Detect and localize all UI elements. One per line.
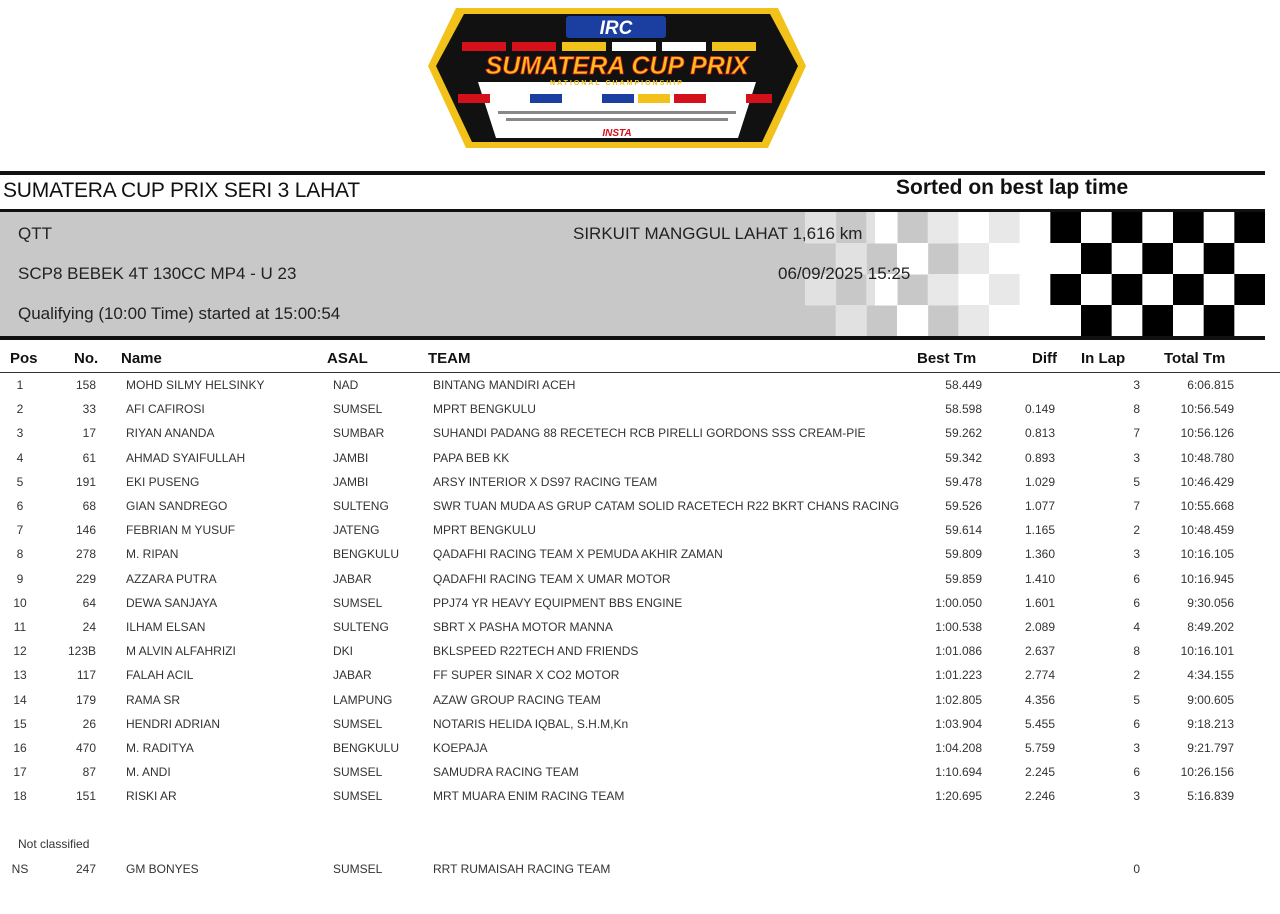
- cell-lap: 3: [1133, 450, 1140, 465]
- cell-best: 59.809: [945, 547, 982, 562]
- session-code: QTT: [18, 224, 52, 243]
- cell-asal: SULTENG: [333, 499, 389, 513]
- cell-no: 247: [75, 862, 96, 876]
- cell-pos: 8: [16, 547, 24, 562]
- cell-asal: DKI: [333, 644, 354, 659]
- flag-square: [1050, 305, 1081, 336]
- cell-total: 4:34.155: [1187, 668, 1234, 683]
- cell-team: MRT MUARA ENIM RACING TEAM: [433, 789, 625, 804]
- cell-best: 1:02.805: [935, 692, 982, 707]
- flag-square: [989, 274, 1020, 306]
- cell-total: 10:48.780: [1180, 450, 1234, 465]
- cell-pos: 15: [13, 716, 27, 731]
- flag-square: [1234, 274, 1265, 306]
- cell-best: 1:20.695: [935, 789, 982, 804]
- cell-name: M. RIPAN: [126, 547, 179, 562]
- table-row: [0, 717, 1280, 741]
- table-row: [0, 789, 1280, 813]
- cell-best: 58.598: [945, 402, 982, 417]
- flag-square: [1142, 243, 1173, 275]
- flag-square: [1234, 243, 1265, 275]
- cell-team: ARSY INTERIOR X DS97 RACING TEAM: [433, 474, 658, 489]
- cell-diff: 0.149: [1024, 402, 1055, 417]
- cell-no: 117: [76, 668, 96, 683]
- cell-team: QADAFHI RACING TEAM X PEMUDA AKHIR ZAMAN: [433, 547, 723, 562]
- session-info-box: [0, 212, 1265, 336]
- flag-square: [1050, 243, 1081, 275]
- cell-no: 151: [75, 789, 96, 804]
- flag-square: [958, 243, 989, 275]
- cell-pos: 1: [16, 378, 24, 392]
- table-row: [0, 596, 1280, 620]
- cell-no: 470: [75, 741, 96, 755]
- table-row: [0, 547, 1280, 571]
- flag-square: [1173, 305, 1204, 336]
- sort-note: Sorted on best lap time: [896, 176, 1129, 199]
- cell-asal: JAMBI: [333, 474, 369, 489]
- cell-lap: 4: [1133, 620, 1140, 634]
- cell-asal: JABAR: [333, 571, 372, 586]
- cell-pos: 6: [16, 499, 24, 513]
- cell-best: 59.478: [945, 474, 982, 489]
- cell-lap: 5: [1133, 474, 1140, 489]
- championship-logo: [428, 8, 806, 148]
- flag-square: [1173, 274, 1204, 306]
- table-row: [0, 862, 1280, 886]
- cell-diff: 2.246: [1024, 789, 1055, 804]
- cell-asal: BENGKULU: [333, 741, 400, 755]
- cell-lap: 2: [1133, 668, 1140, 683]
- cell-no: 158: [75, 378, 96, 392]
- cell-pos: 7: [16, 523, 24, 538]
- cell-diff: 2.245: [1024, 765, 1055, 780]
- cell-pos: 14: [13, 692, 27, 707]
- cell-name: M. ANDI: [126, 765, 171, 780]
- cell-best: 1:03.904: [935, 716, 982, 731]
- flag-square: [1142, 305, 1173, 336]
- table-row: [0, 402, 1280, 426]
- flag-square: [989, 212, 1020, 244]
- cell-team: SAMUDRA RACING TEAM: [433, 765, 579, 780]
- cell-lap: 6: [1133, 571, 1140, 586]
- cell-name: RAMA SR: [126, 692, 181, 707]
- cell-diff: 5.455: [1024, 716, 1055, 731]
- cell-total: 9:30.056: [1187, 595, 1234, 610]
- cell-total: 10:16.945: [1180, 571, 1234, 586]
- cell-best: 1:10.694: [935, 765, 982, 780]
- flag-square: [1173, 243, 1204, 275]
- cell-lap: 0: [1133, 862, 1140, 876]
- cell-diff: 1.360: [1024, 547, 1055, 562]
- cell-pos: 13: [13, 668, 27, 683]
- cell-name: HENDRI ADRIAN: [126, 716, 221, 731]
- flag-square: [1112, 243, 1143, 275]
- cell-no: 68: [82, 499, 96, 513]
- table-row: [0, 741, 1280, 765]
- cell-best: 59.614: [945, 523, 982, 538]
- col-header-pos: Pos: [10, 350, 38, 367]
- flag-square: [1142, 274, 1173, 306]
- cell-lap: 8: [1133, 644, 1140, 659]
- flag-square: [1204, 212, 1235, 244]
- cell-pos: 12: [13, 644, 27, 659]
- flag-square: [1050, 274, 1081, 306]
- cell-pos: 18: [13, 789, 27, 804]
- table-row: [0, 523, 1280, 547]
- cell-lap: 5: [1133, 692, 1140, 707]
- cell-diff: 5.759: [1024, 741, 1055, 755]
- cell-team: AZAW GROUP RACING TEAM: [433, 692, 601, 707]
- flag-square: [1173, 212, 1204, 244]
- flag-square: [1020, 212, 1051, 244]
- flag-square: [1204, 274, 1235, 306]
- cell-diff: 2.774: [1024, 668, 1055, 683]
- cell-team: RRT RUMAISAH RACING TEAM: [433, 862, 611, 876]
- cell-diff: 2.637: [1024, 644, 1055, 659]
- col-header-total-time: Total Tm: [1164, 350, 1226, 367]
- cell-no: 146: [75, 523, 96, 538]
- cell-lap: 3: [1133, 547, 1140, 562]
- cell-diff: 4.356: [1024, 692, 1055, 707]
- cell-no: 61: [82, 450, 96, 465]
- cell-no: 64: [82, 595, 96, 610]
- table-row: [0, 378, 1280, 402]
- table-row: [0, 426, 1280, 450]
- cell-total: 5:16.839: [1187, 789, 1234, 804]
- cell-total: 8:49.202: [1187, 620, 1234, 634]
- cell-no: 179: [75, 692, 96, 707]
- table-row: [0, 475, 1280, 499]
- cell-best: 58.449: [945, 378, 982, 392]
- cell-asal: SUMSEL: [333, 402, 383, 417]
- flag-square: [1112, 305, 1143, 336]
- cell-asal: SUMSEL: [333, 716, 383, 731]
- cell-no: 26: [82, 716, 96, 731]
- flag-square: [1020, 274, 1051, 306]
- cell-team: BINTANG MANDIRI ACEH: [433, 378, 576, 392]
- flag-square: [989, 243, 1020, 275]
- cell-pos: 3: [16, 426, 24, 441]
- cell-total: 9:21.797: [1187, 741, 1234, 755]
- cell-best: 1:00.538: [935, 620, 982, 634]
- event-title: SUMATERA CUP PRIX SERI 3 LAHAT: [3, 179, 360, 202]
- cell-pos: 17: [13, 765, 27, 780]
- cell-no: 278: [75, 547, 96, 562]
- cell-no: 33: [82, 402, 96, 417]
- cell-diff: 1.410: [1024, 571, 1055, 586]
- cell-lap: 7: [1133, 499, 1140, 513]
- cell-asal: JABAR: [333, 668, 372, 683]
- cell-best: 1:04.208: [935, 741, 982, 755]
- cell-lap: 2: [1133, 523, 1140, 538]
- table-row: [0, 644, 1280, 668]
- sponsor-strip-middle: [458, 94, 772, 103]
- cell-best: 59.262: [945, 426, 982, 441]
- cell-asal: SUMBAR: [333, 426, 385, 441]
- col-header-team: TEAM: [428, 350, 471, 367]
- cell-total: 9:00.605: [1187, 692, 1234, 707]
- cell-name: RISKI AR: [126, 789, 177, 804]
- cell-lap: 8: [1133, 402, 1140, 417]
- cell-name: DEWA SANJAYA: [126, 595, 218, 610]
- cell-asal: SUMSEL: [333, 789, 383, 804]
- flag-square: [897, 305, 928, 336]
- cell-lap: 6: [1133, 595, 1140, 610]
- cell-pos: 10: [13, 595, 27, 610]
- cell-team: FF SUPER SINAR X CO2 MOTOR: [433, 668, 620, 683]
- flag-square: [1204, 305, 1235, 336]
- cell-name: GIAN SANDREGO: [126, 499, 228, 513]
- header-top-rule: [0, 171, 1265, 175]
- flag-square: [928, 212, 959, 244]
- svg-text:NATIONAL CHAMPIONSHIP: NATIONAL CHAMPIONSHIP: [550, 80, 684, 87]
- svg-text:IRC: IRC: [599, 18, 633, 39]
- cell-team: SWR TUAN MUDA AS GRUP CATAM SOLID RACETECH R22 BKRT CHANS RACING: [433, 499, 900, 513]
- flag-square: [1020, 243, 1051, 275]
- cell-asal: BENGKULU: [333, 547, 400, 562]
- cell-no: 87: [82, 765, 96, 780]
- cell-asal: JAMBI: [333, 450, 369, 465]
- cell-name: FEBRIAN M YUSUF: [126, 523, 236, 538]
- cell-name: AHMAD SYAIFULLAH: [126, 450, 246, 465]
- race-class: SCP8 BEBEK 4T 130CC MP4 - U 23: [18, 264, 297, 283]
- cell-asal: NAD: [333, 378, 359, 392]
- cell-total: 10:16.101: [1180, 644, 1234, 659]
- cell-team: PAPA BEB KK: [433, 450, 510, 465]
- cell-diff: 1.077: [1024, 499, 1055, 513]
- table-row: [0, 499, 1280, 523]
- cell-diff: 2.089: [1024, 620, 1055, 634]
- flag-square: [1112, 274, 1143, 306]
- table-row: [0, 572, 1280, 596]
- cell-name: M. RADITYA: [126, 741, 194, 755]
- cell-team: SUHANDI PADANG 88 RECETECH RCB PIRELLI GORDONS SSS CREAM-PIE: [433, 426, 866, 441]
- cell-no: 24: [82, 620, 96, 634]
- flag-square: [958, 274, 989, 306]
- cell-lap: 6: [1133, 716, 1140, 731]
- svg-text:INSTA: INSTA: [602, 128, 632, 139]
- table-header-rule: [0, 372, 1280, 373]
- cell-pos: 2: [16, 402, 24, 417]
- cell-total: 6:06.815: [1187, 378, 1234, 392]
- cell-no: 123B: [67, 644, 96, 659]
- cell-total: 10:48.459: [1180, 523, 1234, 538]
- cell-asal: JATENG: [333, 523, 380, 538]
- cell-no: 229: [75, 571, 96, 586]
- cell-team: PPJ74 YR HEAVY EQUIPMENT BBS ENGINE: [433, 595, 683, 610]
- cell-team: MPRT BENGKULU: [433, 402, 536, 417]
- cell-asal: SUMSEL: [333, 595, 383, 610]
- table-row: [0, 693, 1280, 717]
- flag-square: [1081, 212, 1112, 244]
- cell-best: 1:01.223: [935, 668, 982, 683]
- cell-total: 10:26.156: [1180, 765, 1234, 780]
- cell-lap: 3: [1133, 741, 1140, 755]
- cell-total: 10:55.668: [1180, 499, 1234, 513]
- cell-diff: 1.029: [1024, 474, 1055, 489]
- cell-team: MPRT BENGKULU: [433, 523, 536, 538]
- col-header-name: Name: [121, 350, 162, 367]
- flag-square: [989, 305, 1020, 336]
- cell-name: AZZARA PUTRA: [126, 571, 217, 586]
- cell-asal: SUMSEL: [333, 765, 383, 780]
- header-bottom-rule: [0, 336, 1265, 340]
- flag-square: [1081, 274, 1112, 306]
- cell-name: ILHAM ELSAN: [126, 620, 206, 634]
- flag-square: [958, 305, 989, 336]
- cell-total: 10:56.549: [1180, 402, 1234, 417]
- svg-text:SUMATERA CUP PRIX: SUMATERA CUP PRIX: [485, 52, 749, 80]
- cell-pos: NS: [11, 862, 29, 876]
- flag-square: [1142, 212, 1173, 244]
- table-row: [0, 451, 1280, 475]
- cell-name: FALAH ACIL: [126, 668, 194, 683]
- cell-total: 10:56.126: [1180, 426, 1234, 441]
- cell-total: 10:16.105: [1180, 547, 1234, 562]
- table-row: [0, 620, 1280, 644]
- cell-diff: 0.893: [1024, 450, 1055, 465]
- cell-no: 191: [75, 474, 96, 489]
- cell-team: NOTARIS HELIDA IQBAL, S.H.M,Kn: [433, 716, 629, 731]
- table-row: [0, 765, 1280, 789]
- flag-square: [1050, 212, 1081, 244]
- cell-team: KOEPAJA: [433, 741, 488, 755]
- cell-lap: 6: [1133, 765, 1140, 780]
- table-row: [0, 668, 1280, 692]
- cell-pos: 16: [13, 741, 27, 755]
- cell-pos: 4: [16, 450, 24, 465]
- cell-team: QADAFHI RACING TEAM X UMAR MOTOR: [433, 571, 671, 586]
- cell-best: 59.342: [945, 450, 982, 465]
- col-header-in-lap: In Lap: [1081, 350, 1126, 367]
- flag-square: [928, 274, 959, 306]
- cell-pos: 11: [13, 620, 27, 634]
- col-header-diff: Diff: [1032, 350, 1057, 367]
- cell-name: RIYAN ANANDA: [126, 426, 215, 441]
- cell-no: 17: [82, 426, 96, 441]
- flag-square: [1020, 305, 1051, 336]
- cell-diff: 1.601: [1024, 595, 1055, 610]
- flag-square: [1204, 243, 1235, 275]
- cell-name: AFI CAFIROSI: [126, 402, 205, 417]
- cell-lap: 7: [1133, 426, 1140, 441]
- cell-best: 1:01.086: [935, 644, 982, 659]
- cell-total: 9:18.213: [1187, 716, 1234, 731]
- cell-pos: 9: [16, 571, 24, 586]
- cell-diff: 1.165: [1024, 523, 1055, 538]
- col-header-asal: ASAL: [327, 350, 368, 367]
- cell-asal: SUMSEL: [333, 862, 383, 876]
- cell-team: SBRT X PASHA MOTOR MANNA: [433, 620, 613, 634]
- session-description: Qualifying (10:00 Time) started at 15:00:54: [18, 304, 341, 323]
- cell-asal: SULTENG: [333, 620, 389, 634]
- circuit-name: SIRKUIT MANGGUL LAHAT 1,616 km: [573, 224, 863, 243]
- flag-square: [1081, 305, 1112, 336]
- cell-asal: LAMPUNG: [333, 692, 393, 707]
- flag-square: [958, 212, 989, 244]
- flag-square: [1234, 305, 1265, 336]
- flag-square: [1112, 212, 1143, 244]
- cell-name: MOHD SILMY HELSINKY: [126, 378, 265, 392]
- cell-best: 1:00.050: [935, 595, 982, 610]
- col-header-no: No.: [74, 350, 99, 367]
- cell-team: BKLSPEED R22TECH AND FRIENDS: [433, 644, 639, 659]
- flag-square: [1081, 243, 1112, 275]
- cell-best: 59.859: [945, 571, 982, 586]
- cell-pos: 5: [16, 474, 24, 489]
- cell-name: EKI PUSENG: [126, 474, 200, 489]
- cell-name: GM BONYES: [126, 862, 199, 876]
- col-header-best-time: Best Tm: [917, 350, 977, 367]
- flag-square: [1234, 212, 1265, 244]
- cell-best: 59.526: [945, 499, 982, 513]
- cell-name: M ALVIN ALFAHRIZI: [126, 644, 236, 659]
- session-datetime: 06/09/2025 15:25: [778, 264, 911, 283]
- cell-total: 10:46.429: [1180, 474, 1234, 489]
- cell-lap: 3: [1133, 378, 1140, 392]
- cell-diff: 0.813: [1024, 426, 1055, 441]
- not-classified-label: Not classified: [18, 837, 90, 851]
- cell-lap: 3: [1133, 789, 1140, 804]
